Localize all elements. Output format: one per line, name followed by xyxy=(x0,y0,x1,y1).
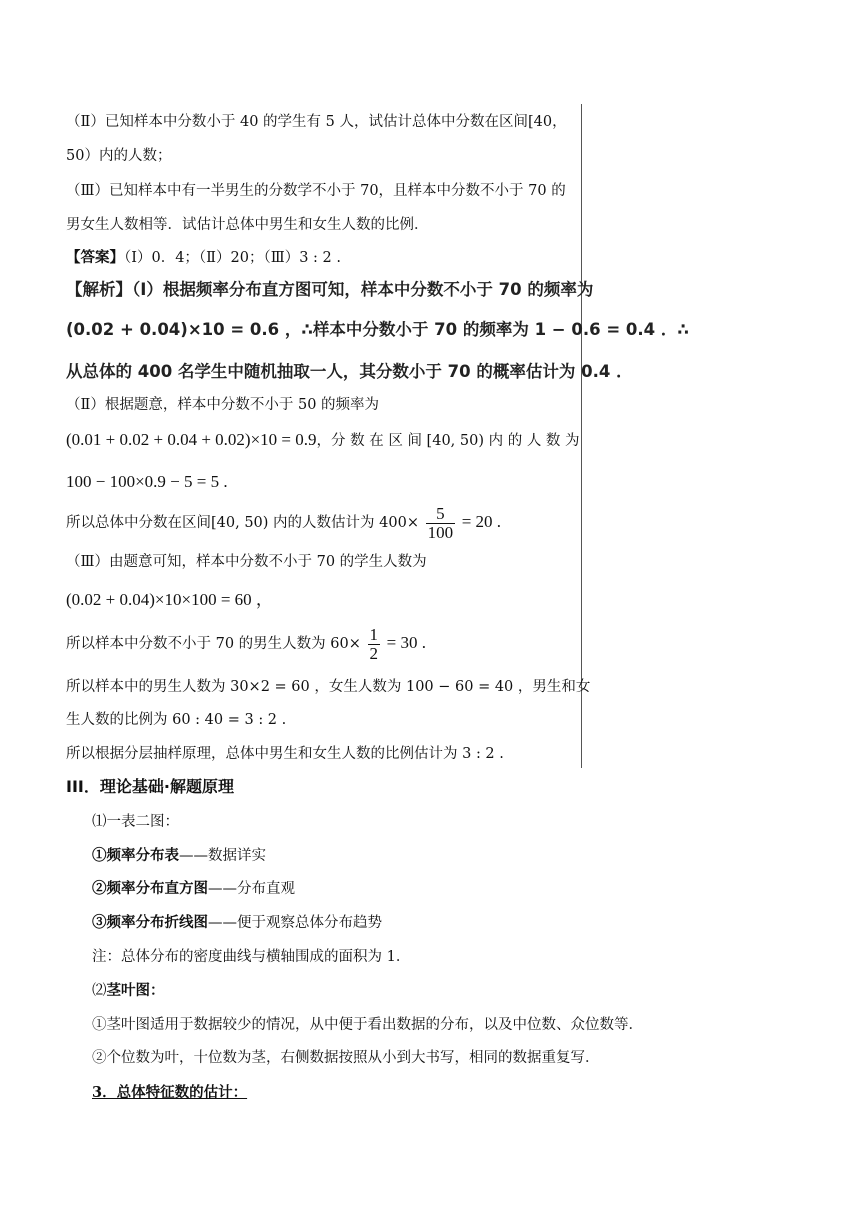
section-heading: III．理论基础·解题原理 xyxy=(66,777,234,796)
question-2-line2: 50）内的人数； xyxy=(66,148,172,164)
item-term: ③频率分布折线图 xyxy=(92,914,208,931)
principle-1: ⑴一表二图： xyxy=(92,814,179,830)
principle-note: 注：总体分布的密度曲线与横轴围成的面积为 1． xyxy=(92,949,411,965)
item-desc: ——数据详实 xyxy=(179,848,266,864)
analysis-line4: （Ⅱ）根据题意，样本中分数不小于 50 的频率为 xyxy=(66,397,380,413)
principle-2-title: 茎叶图： xyxy=(106,982,165,999)
question-3-line1: （Ⅲ）已知样本中有一半男生的分数学不小于 70，且样本中分数不小于 70 的 xyxy=(66,183,566,199)
fraction-1-2 xyxy=(368,626,381,663)
analysis-text7: 所以总体中分数在区间[40, 50) 内的人数估计为 400× xyxy=(66,515,419,531)
answer-line xyxy=(66,248,341,268)
analysis-line10 xyxy=(66,625,426,663)
formula-freq: (0.01 + 0.02 + 0.04 + 0.02)×10 = 0.9 xyxy=(66,430,317,449)
question-3-line2: 男女生人数相等．试估计总体中男生和女生人数的比例． xyxy=(66,217,429,233)
principle-item-1 xyxy=(92,846,266,866)
answer-text: （Ⅰ）0．4；（Ⅱ）20；（Ⅲ）3 : 2 . xyxy=(124,250,341,266)
stem-leaf-item-2: ②个位数为叶，十位数为茎，右侧数据按照从小到大书写，相同的数据重复写． xyxy=(92,1050,600,1066)
analysis-line9: (0.02 + 0.04)×10×100 = 60 ， xyxy=(66,590,273,609)
analysis-line3: 从总体的 400 名学生中随机抽取一人，其分数小于 70 的概率估计为 0.4 ． xyxy=(66,362,633,381)
analysis-label: 【解析】 xyxy=(66,280,132,299)
answer-label: 【答案】 xyxy=(66,249,124,266)
principle-2 xyxy=(92,981,165,1001)
fraction-numerator: 5 xyxy=(436,503,445,523)
analysis-text5: ，分 数 在 区 间 [40, 50) 内 的 人 数 为 xyxy=(316,433,580,449)
item-term: ②频率分布直方图 xyxy=(92,880,208,897)
fraction-denominator: 2 xyxy=(369,643,378,663)
subsection-heading: 3．总体特征数的估计： xyxy=(92,1084,248,1101)
fraction-numerator: 1 xyxy=(369,624,378,644)
analysis-line8: （Ⅲ）由题意可知，样本中分数不小于 70 的学生人数为 xyxy=(66,554,427,570)
fraction-denominator: 100 xyxy=(427,522,454,542)
analysis-line1 xyxy=(66,280,593,300)
principle-item-2 xyxy=(92,879,295,899)
analysis-line5 xyxy=(66,430,580,451)
analysis-text10: 所以样本中分数不小于 70 的男生人数为 60× xyxy=(66,636,361,652)
principle-item-3 xyxy=(92,913,382,933)
item-term: ①频率分布表 xyxy=(92,847,179,864)
analysis-line13: 所以根据分层抽样原理，总体中男生和女生人数的比例估计为 3 : 2 . xyxy=(66,746,504,762)
analysis-result7: = 20 . xyxy=(461,512,502,531)
principle-2-number: ⑵ xyxy=(92,983,107,999)
item-desc: ——分布直观 xyxy=(208,881,295,897)
question-2-line1: （Ⅱ）已知样本中分数小于 40 的学生有 5 人，试估计总体中分数在区间[40， xyxy=(66,114,567,130)
item-desc: ——便于观察总体分布趋势 xyxy=(208,915,382,931)
fraction-5-100 xyxy=(426,505,456,542)
analysis-line2: (0.02 + 0.04)×10 = 0.6 ，∴样本中分数小于 70 的频率为 1 − 0.6 = 0.4 ．∴ xyxy=(66,320,689,339)
analysis-result10: = 30 . xyxy=(386,633,426,652)
margin-rule xyxy=(581,104,582,768)
stem-leaf-item-1: ①茎叶图适用于数据较少的情况，从中便于看出数据的分布，以及中位数、众位数等． xyxy=(92,1017,643,1033)
analysis-line11: 所以样本中的男生人数为 30×2 = 60 ，女生人数为 100 − 60 = 40 ，男生和女 xyxy=(66,679,591,695)
analysis-line7 xyxy=(66,504,501,542)
analysis-line12: 生人数的比例为 60 : 40 = 3 : 2 . xyxy=(66,712,287,728)
analysis-line6: 100 − 100×0.9 − 5 = 5 . xyxy=(66,472,228,491)
analysis-text1: （Ⅰ）根据频率分布直方图可知，样本中分数不小于 70 的频率为 xyxy=(132,280,594,299)
